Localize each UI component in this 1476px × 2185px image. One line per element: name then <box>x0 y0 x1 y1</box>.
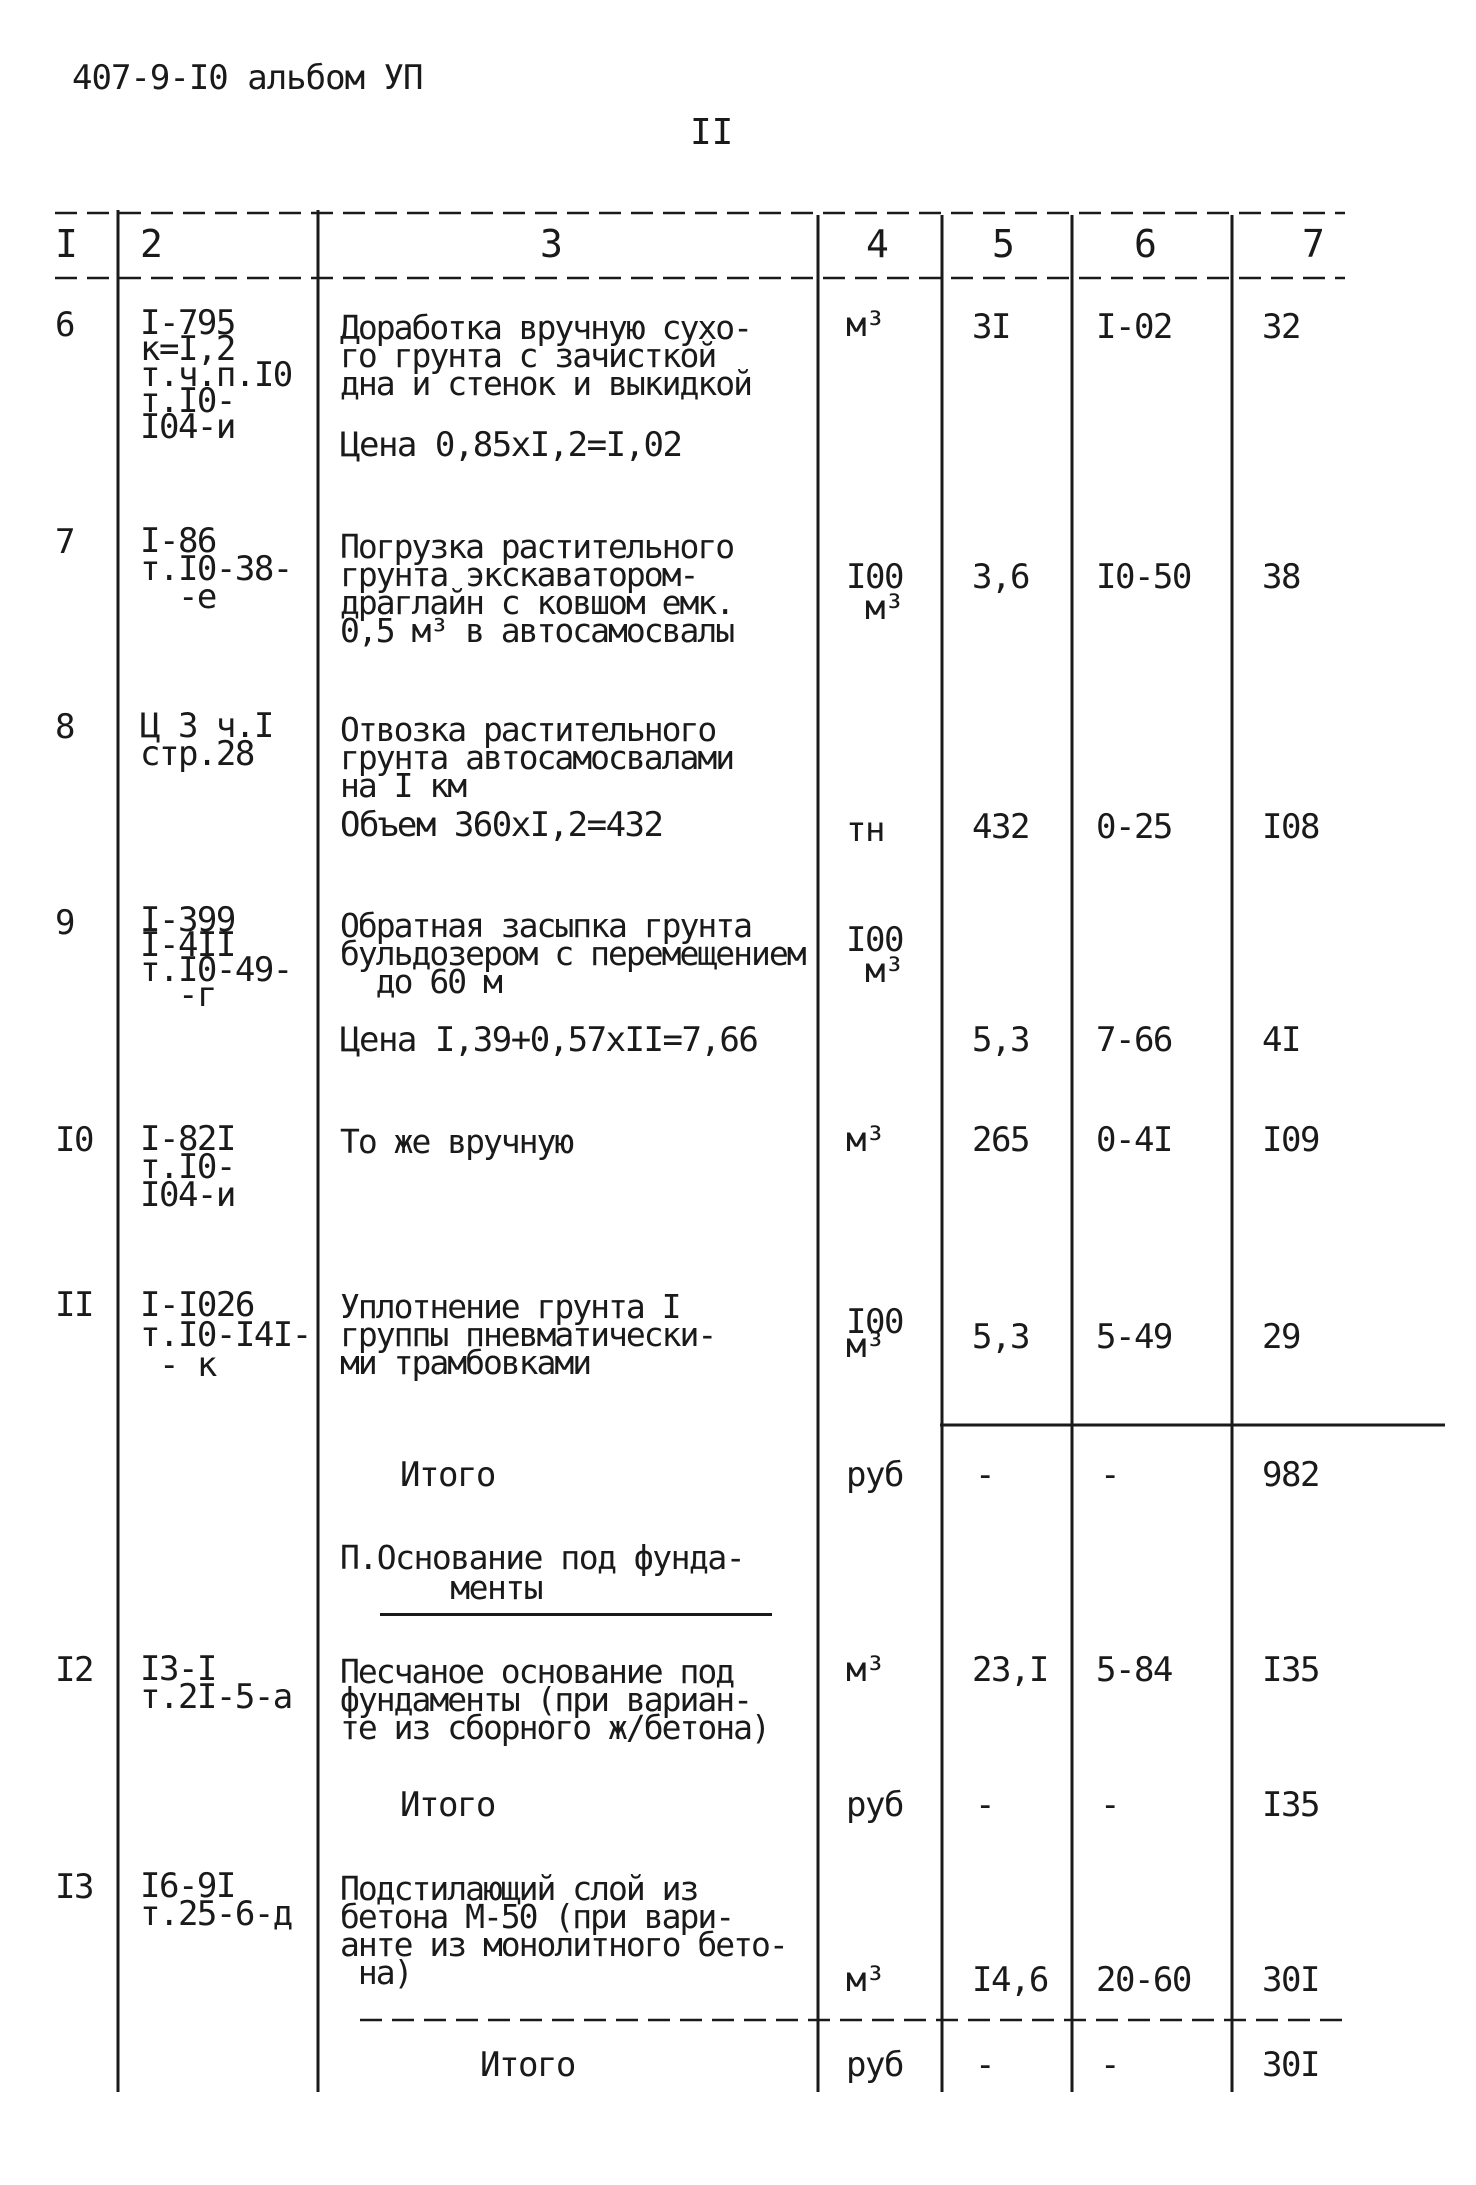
subtotal-total: 982 <box>1262 1455 1319 1495</box>
subtotal-label: Итого <box>400 1455 495 1495</box>
row-number: 7 <box>55 522 74 562</box>
row-unit-price: I0-50 <box>1096 557 1191 597</box>
subtotal-unit-price: - <box>1100 1455 1119 1495</box>
row-unit-price: 5-49 <box>1096 1317 1172 1357</box>
document-code: 407-9-I0 альбом УП <box>72 58 423 98</box>
row-code: I-399 I-4II т.I0-49- -г <box>140 900 292 1015</box>
row-unit: м³ <box>846 1960 884 2000</box>
row-unit: I00 м³ <box>846 557 903 628</box>
row-description: То же вручную <box>340 1122 573 1161</box>
row-description: Отвозка растительного грунта автосамосвалами на I км <box>340 710 734 805</box>
subtotal-quantity: - <box>975 1785 994 1825</box>
row-code: I6-9I т.25-6-д <box>140 1866 292 1934</box>
subtotal-unit-price: - <box>1100 2045 1119 2085</box>
row-unit-price: 20-60 <box>1096 1960 1191 2000</box>
row-code: I3-I т.2I-5-а <box>140 1649 292 1717</box>
row-total: I08 <box>1262 807 1319 847</box>
subtotal-unit: руб <box>846 1455 903 1495</box>
row-description: Доработка вручную сухо- го грунта с зачисткой дна и стенок и выкидкой <box>340 308 751 403</box>
subtotal-total: 30I <box>1262 2045 1319 2085</box>
row-number: 6 <box>55 305 74 345</box>
subtotal-unit: руб <box>846 2045 903 2085</box>
col-header-5: 5 <box>992 222 1015 266</box>
row-unit-price: 5-84 <box>1096 1650 1172 1690</box>
row-total: 30I <box>1262 1960 1319 2000</box>
row-unit-price: 0-4I <box>1096 1120 1172 1160</box>
section-title-underline <box>380 1613 772 1616</box>
row-description: Погрузка растительного грунта экскаватором- драглайн с ковшом емк. 0,5 м³ в автосамосвалы <box>340 527 734 650</box>
row-code: I-795 к=I,2 т.ч.п.I0 т.I0- I04-и <box>140 303 292 447</box>
subtotal-total: I35 <box>1262 1785 1319 1825</box>
row-code: I-82I т.I0- I04-и <box>140 1119 235 1215</box>
row-number: 9 <box>55 903 74 943</box>
row-number: 8 <box>55 707 74 747</box>
row-unit-price: I-02 <box>1096 307 1172 347</box>
subtotal-label: Итого <box>400 1785 495 1825</box>
subtotal-quantity: - <box>975 2045 994 2085</box>
row-quantity: 5,3 <box>972 1317 1029 1357</box>
row-code: Ц 3 ч.I стр.28 <box>140 706 273 774</box>
row-total: 4I <box>1262 1020 1300 1060</box>
row-total: 38 <box>1262 557 1300 597</box>
row-description: Обратная засыпка грунта бульдозером с перемещением до 60 м <box>340 906 805 1001</box>
row-unit: I00 м³ <box>846 1302 903 1366</box>
row-unit: м³ <box>846 1650 884 1690</box>
row-code: I-86 т.I0-38- -е <box>140 521 292 617</box>
row-quantity: I4,6 <box>972 1960 1048 2000</box>
col-header-7: 7 <box>1302 222 1325 266</box>
row-total: I09 <box>1262 1120 1319 1160</box>
row-code: I-I026 т.I0-I4I- - к <box>140 1285 311 1385</box>
section-title: П.Основание под фунда- менты <box>340 1538 745 1607</box>
col-header-3: 3 <box>540 222 563 266</box>
row-description: Песчаное основание под фундаменты (при вариан- те из сборного ж/бетона) <box>340 1652 769 1747</box>
subtotal-unit-price: - <box>1100 1785 1119 1825</box>
row-number: II <box>55 1285 93 1325</box>
row-quantity: 432 <box>972 807 1029 847</box>
row-price-note: Цена 0,85хI,2=I,02 <box>340 425 682 465</box>
row-total: 32 <box>1262 307 1300 347</box>
row-quantity: 5,3 <box>972 1020 1029 1060</box>
subtotal-quantity: - <box>975 1455 994 1495</box>
row-description: Подстилающий слой из бетона М-50 (при вари- анте из монолитного бето- на) <box>340 1869 787 1992</box>
row-quantity: 265 <box>972 1120 1029 1160</box>
row-unit: тн <box>846 810 884 850</box>
subtotal-unit: руб <box>846 1785 903 1825</box>
row-unit-price: 7-66 <box>1096 1020 1172 1060</box>
row-quantity: 3I <box>972 307 1010 347</box>
row-volume-note: Объем 360хI,2=432 <box>340 805 663 845</box>
col-header-4: 4 <box>866 222 889 266</box>
row-quantity: 3,6 <box>972 557 1029 597</box>
row-unit: м³ <box>846 305 884 345</box>
row-unit: I00 м³ <box>846 920 903 991</box>
col-header-1: I <box>55 222 78 266</box>
row-total: I35 <box>1262 1650 1319 1690</box>
row-unit-price: 0-25 <box>1096 807 1172 847</box>
row-unit: м³ <box>846 1120 884 1160</box>
subtotal-label: Итого <box>480 2045 575 2085</box>
row-quantity: 23,I <box>972 1650 1048 1690</box>
row-number: I2 <box>55 1650 93 1690</box>
row-price-note: Цена I,39+0,57хII=7,66 <box>340 1020 758 1060</box>
row-description: Уплотнение грунта I группы пневматически- ми трамбовками <box>340 1287 716 1382</box>
col-header-2: 2 <box>140 222 163 266</box>
col-header-6: 6 <box>1134 222 1157 266</box>
row-total: 29 <box>1262 1317 1300 1357</box>
row-number: I3 <box>55 1867 93 1907</box>
page-number: II <box>690 112 734 153</box>
row-number: I0 <box>55 1120 93 1160</box>
